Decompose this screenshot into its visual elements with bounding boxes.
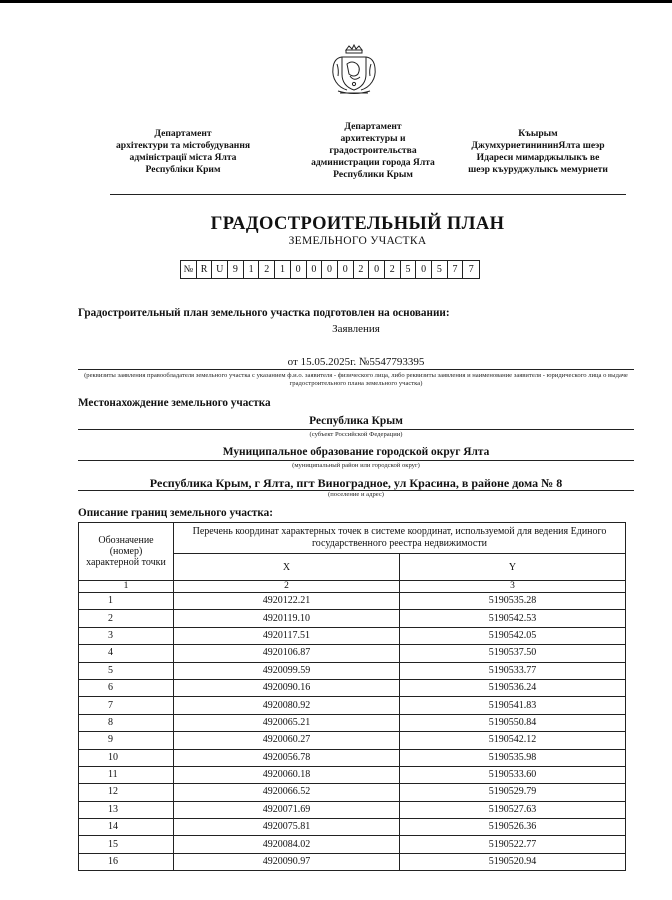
table-row: [79, 749, 626, 766]
y-coordinate-cell: 5190526.36: [399, 819, 625, 836]
x-coordinate-cell: 4920117.51: [174, 627, 400, 644]
reg-number-cell: 1: [244, 261, 260, 278]
point-number-cell: 2: [79, 610, 174, 627]
col-number: 1: [79, 581, 174, 593]
table-row: [79, 732, 626, 749]
dept-uk-line: архітектури та містобудування: [115, 140, 251, 151]
reg-number-cell: 0: [338, 261, 354, 278]
table-row: [79, 853, 626, 870]
dept-crh-line: шеэр къуруджулыкъ мемуриети: [468, 164, 608, 175]
basis-note: (реквизиты заявления правообладателя земельного участка с указанием ф.и.о. заявителя - физического лица, либо реквизиты заявления и наименование заявителя - юридического лица о выдаче градостроительного плана земельного участка): [84, 372, 628, 387]
dept-uk-line: Департамент: [154, 128, 212, 139]
col-y-header: Y: [399, 554, 625, 581]
x-coordinate-cell: 4920065.21: [174, 714, 400, 731]
dept-crh-line: Идареси мимарджылыкъ ве: [476, 152, 600, 163]
y-coordinate-cell: 5190542.12: [399, 732, 625, 749]
dept-ru-line: градостроительства: [329, 145, 417, 156]
municipality-underline: [78, 460, 634, 461]
dept-ru-line: архитектуры и: [340, 133, 406, 144]
dept-ru-line: администрации города Ялта: [311, 157, 435, 168]
x-coordinate-cell: 4920056.78: [174, 749, 400, 766]
x-coordinate-cell: 4920122.21: [174, 593, 400, 610]
table-row: [79, 836, 626, 853]
y-coordinate-cell: 5190535.98: [399, 749, 625, 766]
reg-number-cell: №: [181, 261, 197, 278]
reg-number-cell: 0: [416, 261, 432, 278]
y-coordinate-cell: 5190542.53: [399, 610, 625, 627]
reg-number-cell: 2: [385, 261, 401, 278]
department-name-ukrainian: [88, 128, 278, 176]
point-number-cell: 1: [79, 593, 174, 610]
col-number: 2: [174, 581, 400, 593]
y-coordinate-cell: 5190520.94: [399, 853, 625, 870]
point-number-cell: 7: [79, 697, 174, 714]
point-number-cell: 12: [79, 784, 174, 801]
reg-number-cell: U: [212, 261, 228, 278]
y-coordinate-cell: 5190541.83: [399, 697, 625, 714]
boundaries-heading: Описание границ земельного участка:: [78, 507, 273, 519]
table-row: [79, 627, 626, 644]
dept-crh-line: Къырым: [518, 128, 558, 139]
table-column-numbers-row: [79, 581, 626, 593]
y-coordinate-cell: 5190536.24: [399, 679, 625, 696]
point-number-cell: 15: [79, 836, 174, 853]
y-coordinate-cell: 5190550.84: [399, 714, 625, 731]
location-municipality-note: (муниципальный район или городской округ): [292, 462, 420, 469]
table-row: [79, 697, 626, 714]
subject-underline: [78, 429, 634, 430]
y-coordinate-cell: 5190522.77: [399, 836, 625, 853]
basis-document: Заявления: [332, 323, 380, 335]
document-title: ГРАДОСТРОИТЕЛЬНЫЙ ПЛАН: [210, 214, 505, 234]
col-designation-header: Обозначение (номер) характерной точки: [79, 523, 174, 581]
reg-number-cell: 0: [291, 261, 307, 278]
location-subject-note: (субъект Российской Федерации): [309, 431, 403, 438]
location-address-note: (поселение и адрес): [328, 491, 384, 498]
dept-uk-line: Республіки Крим: [145, 164, 221, 175]
reg-number-cell: 0: [369, 261, 385, 278]
registration-number: [180, 260, 480, 279]
reg-number-cell: 7: [448, 261, 464, 278]
x-coordinate-cell: 4920071.69: [174, 801, 400, 818]
reg-number-cell: 1: [275, 261, 291, 278]
col-list-header: Перечень координат характерных точек в системе координат, используемой для ведения Единого государственного реестра недвижимости: [174, 523, 626, 554]
basis-date-line: от 15.05.2025г. №5547793395: [287, 356, 425, 368]
x-coordinate-cell: 4920090.97: [174, 853, 400, 870]
location-municipality: Муниципальное образование городской округ Ялта: [222, 446, 490, 458]
table-row: [79, 784, 626, 801]
col-x-header: X: [174, 554, 400, 581]
point-number-cell: 10: [79, 749, 174, 766]
y-coordinate-cell: 5190533.77: [399, 662, 625, 679]
point-number-cell: 4: [79, 645, 174, 662]
basis-underline: [78, 369, 634, 370]
point-number-cell: 3: [79, 627, 174, 644]
x-coordinate-cell: 4920119.10: [174, 610, 400, 627]
reg-number-cell: 5: [432, 261, 448, 278]
dept-crh-line: ДжумхуриетинининЯлта шеэр: [471, 140, 605, 151]
table-header-row: [79, 523, 626, 554]
location-heading: Местонахождение земельного участка: [78, 397, 271, 409]
reg-number-cell: 2: [354, 261, 370, 278]
point-number-cell: 8: [79, 714, 174, 731]
table-row: [79, 714, 626, 731]
table-row: [79, 801, 626, 818]
y-coordinate-cell: 5190533.60: [399, 766, 625, 783]
department-name-russian: [298, 121, 448, 181]
scan-edge: [0, 0, 672, 3]
dept-ru-line: Департамент: [344, 121, 402, 132]
y-coordinate-cell: 5190537.50: [399, 645, 625, 662]
x-coordinate-cell: 4920090.16: [174, 679, 400, 696]
x-coordinate-cell: 4920080.92: [174, 697, 400, 714]
basis-heading: Градостроительный план земельного участка подготовлен на основании:: [78, 307, 450, 319]
y-coordinate-cell: 5190542.05: [399, 627, 625, 644]
reg-number-cell: 0: [307, 261, 323, 278]
point-number-cell: 16: [79, 853, 174, 870]
col-number: 3: [399, 581, 625, 593]
location-subject: Республика Крым: [309, 415, 403, 427]
table-row: [79, 610, 626, 627]
y-coordinate-cell: 5190535.28: [399, 593, 625, 610]
x-coordinate-cell: 4920060.27: [174, 732, 400, 749]
point-number-cell: 11: [79, 766, 174, 783]
table-row: [79, 679, 626, 696]
header-divider: [110, 194, 626, 195]
table-row: [79, 662, 626, 679]
point-number-cell: 9: [79, 732, 174, 749]
y-coordinate-cell: 5190529.79: [399, 784, 625, 801]
x-coordinate-cell: 4920099.59: [174, 662, 400, 679]
x-coordinate-cell: 4920060.18: [174, 766, 400, 783]
table-row: [79, 593, 626, 610]
y-coordinate-cell: 5190527.63: [399, 801, 625, 818]
table-row: [79, 766, 626, 783]
reg-number-cell: 2: [259, 261, 275, 278]
reg-number-cell: 0: [322, 261, 338, 278]
x-coordinate-cell: 4920066.52: [174, 784, 400, 801]
coordinates-body: [79, 593, 626, 871]
x-coordinate-cell: 4920106.87: [174, 645, 400, 662]
table-row: [79, 819, 626, 836]
location-address: Республика Крым, г Ялта, пгт Виноградное, ул Красина, в районе дома № 8: [149, 476, 563, 490]
department-name-crimean-tatar: [448, 128, 628, 176]
reg-number-cell: R: [197, 261, 213, 278]
coat-of-arms-icon: [330, 44, 378, 96]
table-row: [79, 645, 626, 662]
point-number-cell: 6: [79, 679, 174, 696]
point-number-cell: 14: [79, 819, 174, 836]
document-subtitle: ЗЕМЕЛЬНОГО УЧАСТКА: [288, 235, 427, 247]
dept-uk-line: адміністрації міста Ялта: [129, 152, 237, 163]
reg-number-cell: 7: [468, 264, 474, 275]
x-coordinate-cell: 4920075.81: [174, 819, 400, 836]
point-number-cell: 5: [79, 662, 174, 679]
point-number-cell: 13: [79, 801, 174, 818]
x-coordinate-cell: 4920084.02: [174, 836, 400, 853]
reg-number-cell: 5: [401, 261, 417, 278]
dept-ru-line: Республики Крым: [333, 169, 413, 180]
coordinates-table: [78, 522, 626, 871]
reg-number-cell: 9: [228, 261, 244, 278]
